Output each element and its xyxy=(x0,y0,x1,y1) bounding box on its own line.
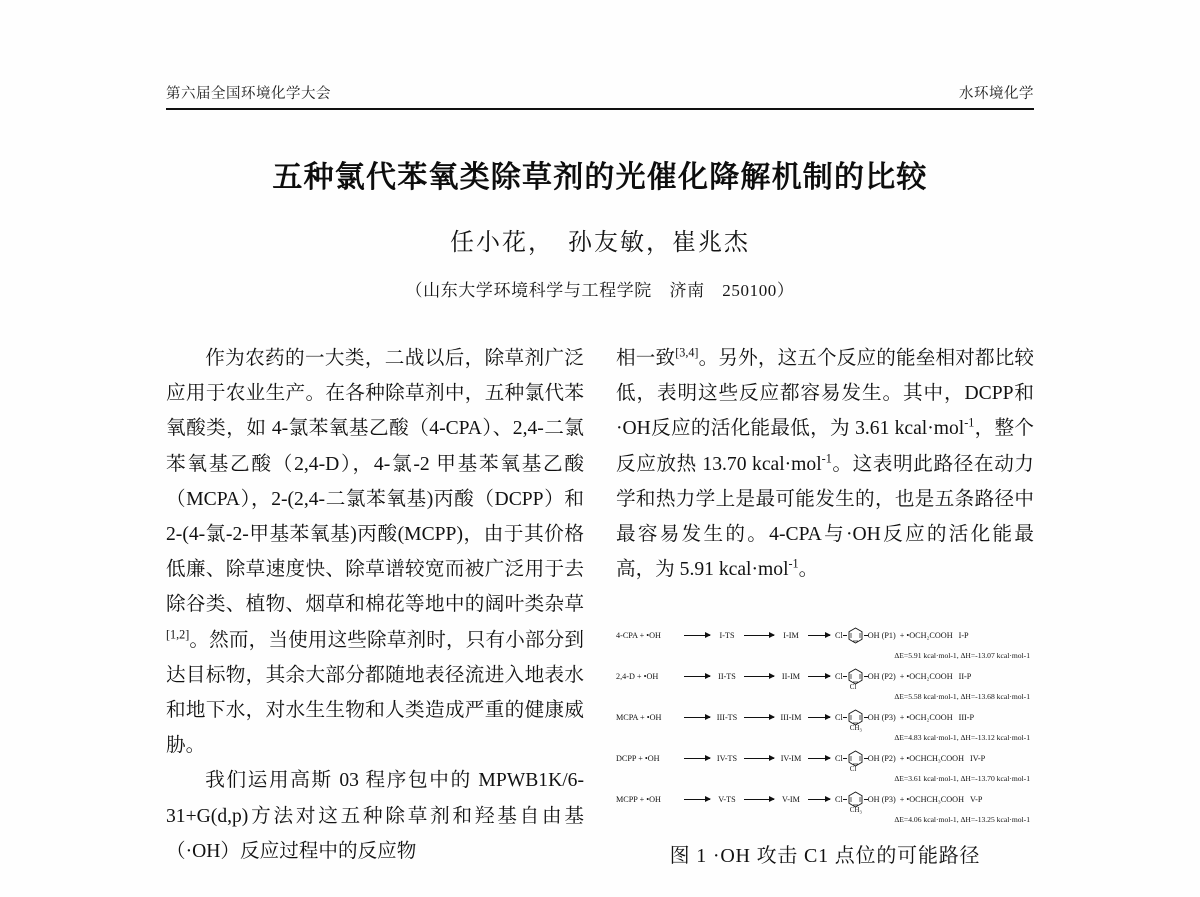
reaction-arrow-icon xyxy=(744,713,774,722)
transition-state-label: IV-TS xyxy=(716,753,738,763)
product-state-label: III-P xyxy=(958,712,975,722)
product-structure xyxy=(835,791,896,814)
reaction-row xyxy=(616,704,1034,730)
reaction-arrow-icon xyxy=(808,795,830,804)
product-state-label: V-P xyxy=(969,794,983,804)
results-text-b: 。另外，这五个反应的能垒相对都比较低，表明这些反应都容易发生。其中，DCPP和·OH反应的活化能最低，为 3.61 kcal·mol xyxy=(616,348,1034,440)
bond-line xyxy=(843,717,847,718)
reaction-arrow-icon xyxy=(684,713,710,722)
page-title: 五种氯代苯氧类除草剂的光催化降解机制的比较 xyxy=(272,161,928,194)
reaction-arrow-icon xyxy=(744,795,774,804)
energy-annotation: ΔE=3.61 kcal·mol-1, ΔH=-13.70 kcal·mol-1 xyxy=(894,774,1030,783)
product-prefix-atom: Cl xyxy=(835,794,843,804)
energy-annotation: ΔE=4.06 kcal·mol-1, ΔH=-13.25 kcal·mol-1 xyxy=(894,815,1030,824)
bond-line xyxy=(843,758,847,759)
transition-state-label: I-TS xyxy=(719,630,735,640)
reaction-arrow-icon xyxy=(744,672,774,681)
figure-caption: 图 1 ·OH 攻击 C1 点位的可能路径 xyxy=(669,845,981,867)
reaction-arrow-icon xyxy=(684,672,710,681)
citation-ref-1: [1,2] xyxy=(166,627,190,642)
reaction-arrow-icon xyxy=(684,631,710,640)
product-structure xyxy=(835,750,896,773)
ring-substituent-label: CH₃ xyxy=(849,723,862,732)
unit-exponent-2: -1 xyxy=(821,451,832,466)
reactant-label: MCPP + •OH xyxy=(616,794,661,804)
paragraph-results xyxy=(616,341,1034,587)
running-header-left: 第六届全国环境化学大会 xyxy=(166,86,331,102)
unit-exponent-1: -1 xyxy=(964,415,975,430)
paragraph-methods: 我们运用高斯 03 程序包中的 MPWB1K/6-31+G(d,p)方法对这五种除草剂和羟基自由基（·OH）反应过程中的反应物 xyxy=(166,770,584,862)
coproduct-label: + •OCH₂COOH xyxy=(899,630,953,640)
transition-state-label: II-TS xyxy=(718,671,736,681)
reaction-arrow-icon xyxy=(808,713,830,722)
ring-substituent-label: Cl xyxy=(849,682,857,691)
transition-state-label: V-TS xyxy=(718,794,736,804)
affiliation-line: （山东大学环境科学与工程学院 济南 250100） xyxy=(405,281,795,300)
product-suffix-group: OH (P1) xyxy=(867,630,896,640)
reaction-arrow-icon xyxy=(684,795,710,804)
intermediate-label: IV-IM xyxy=(780,753,802,763)
reaction-row xyxy=(616,622,1034,648)
product-structure xyxy=(835,709,896,732)
product-suffix-group: OH (P3) xyxy=(867,712,896,722)
reaction-arrow-icon xyxy=(808,631,830,640)
reactant-label: MCPA + •OH xyxy=(616,712,662,722)
author-list: 任小花， 孙友敏，崔兆杰 xyxy=(450,230,750,256)
intermediate-label: II-IM xyxy=(781,671,801,681)
reactant-label: 2,4-D + •OH xyxy=(616,671,659,681)
benzene-ring-icon xyxy=(848,750,863,773)
intermediate-label: V-IM xyxy=(782,794,800,804)
body-column-right xyxy=(616,341,1034,631)
reaction-arrow-icon xyxy=(808,672,830,681)
header-divider xyxy=(166,108,1034,110)
coproduct-label: + •OCH₂COOH xyxy=(899,671,953,681)
bond-line xyxy=(843,799,847,800)
intermediate-label: I-IM xyxy=(783,630,799,640)
product-suffix-group: OH (P3) xyxy=(867,794,896,804)
product-prefix-atom: Cl xyxy=(835,630,843,640)
paragraph-intro-cont: 。然而，当使用这些除草剂时，只有小部分到达目标物，其余大部分都随地表径流进入地表水和地下水，对水生生物和人类造成严重的健康威胁。 xyxy=(166,629,584,757)
reaction-arrow-icon xyxy=(808,754,830,763)
product-prefix-atom: Cl xyxy=(835,753,843,763)
reactant-label: 4-CPA + •OH xyxy=(616,630,661,640)
unit-exponent-3: -1 xyxy=(788,556,799,571)
reaction-row xyxy=(616,745,1034,771)
results-text-e: 。 xyxy=(798,559,819,581)
ring-substituent-label: CH₃ xyxy=(849,805,862,814)
product-prefix-atom: Cl xyxy=(835,712,843,722)
results-text-c: ，整个反应放热 13.70 kcal·mol xyxy=(616,418,1034,475)
product-state-label: II-P xyxy=(958,671,972,681)
paragraph-intro-text: 作为农药的一大类，二战以后，除草剂广泛应用于农业生产。在各种除草剂中，五种氯代苯氧酸类，如 4-氯苯氧基乙酸（4-CPA）、2,4-二氯苯氧基乙酸（2,4-D），4-氯-2 甲基苯氧基乙酸（MCPA），2-(2,4-二氯苯氧基)丙酸（DCPP）和 2-(4-氯-2-甲基苯氧基)丙酸(MCPP)，由于其价格低廉、除草速度快、除草谱较宽而被广泛用于去除谷类、植物、烟草和棉花等地中的阔叶类杂草 xyxy=(166,348,584,616)
reaction-arrow-icon xyxy=(744,754,774,763)
citation-ref-2: [3,4] xyxy=(675,345,699,360)
benzene-ring-icon xyxy=(848,709,863,732)
reaction-row xyxy=(616,786,1034,812)
product-suffix-group: OH (P2) xyxy=(867,753,896,763)
benzene-ring-icon xyxy=(848,791,863,814)
coproduct-label: + •OCHCH₃COOH xyxy=(899,753,964,763)
reaction-scheme xyxy=(616,622,1034,827)
body-column-left xyxy=(166,341,584,897)
figure-1 xyxy=(616,622,1034,868)
reaction-arrow-icon xyxy=(744,631,774,640)
coproduct-label: + •OCHCH₃COOH xyxy=(899,794,964,804)
energy-annotation: ΔE=5.58 kcal·mol-1, ΔH=-13.68 kcal·mol-1 xyxy=(894,692,1030,701)
benzene-ring-icon xyxy=(848,668,863,691)
coproduct-label: + •OCH₂COOH xyxy=(899,712,953,722)
product-suffix-group: OH (P2) xyxy=(867,671,896,681)
running-header-right: 水环境化学 xyxy=(959,86,1034,102)
transition-state-label: III-TS xyxy=(716,712,738,722)
running-header xyxy=(166,82,1034,103)
bond-line xyxy=(843,635,847,636)
reaction-arrow-icon xyxy=(684,754,710,763)
paragraph-intro xyxy=(166,341,584,763)
benzene-ring-icon xyxy=(848,627,863,644)
product-state-label: IV-P xyxy=(969,753,986,763)
intermediate-label: III-IM xyxy=(780,712,802,722)
energy-annotation: ΔE=4.83 kcal·mol-1, ΔH=-13.12 kcal·mol-1 xyxy=(894,733,1030,742)
product-structure xyxy=(835,627,896,644)
bond-line xyxy=(843,676,847,677)
ring-substituent-label: Cl xyxy=(849,764,857,773)
reaction-row xyxy=(616,663,1034,689)
energy-annotation: ΔE=5.91 kcal·mol-1, ΔH=-13.07 kcal·mol-1 xyxy=(894,651,1030,660)
reactant-label: DCPP + •OH xyxy=(616,753,660,763)
results-text-a: 相一致 xyxy=(616,348,676,369)
product-state-label: I-P xyxy=(958,630,969,640)
results-text-d: 。这表明此路径在动力学和热力学上是最可能发生的，也是五条路径中最容易发生的。4-CPA与·OH反应的活化能最高，为 5.91 kcal·mol xyxy=(616,453,1034,581)
product-prefix-atom: Cl xyxy=(835,671,843,681)
product-structure xyxy=(835,668,896,691)
